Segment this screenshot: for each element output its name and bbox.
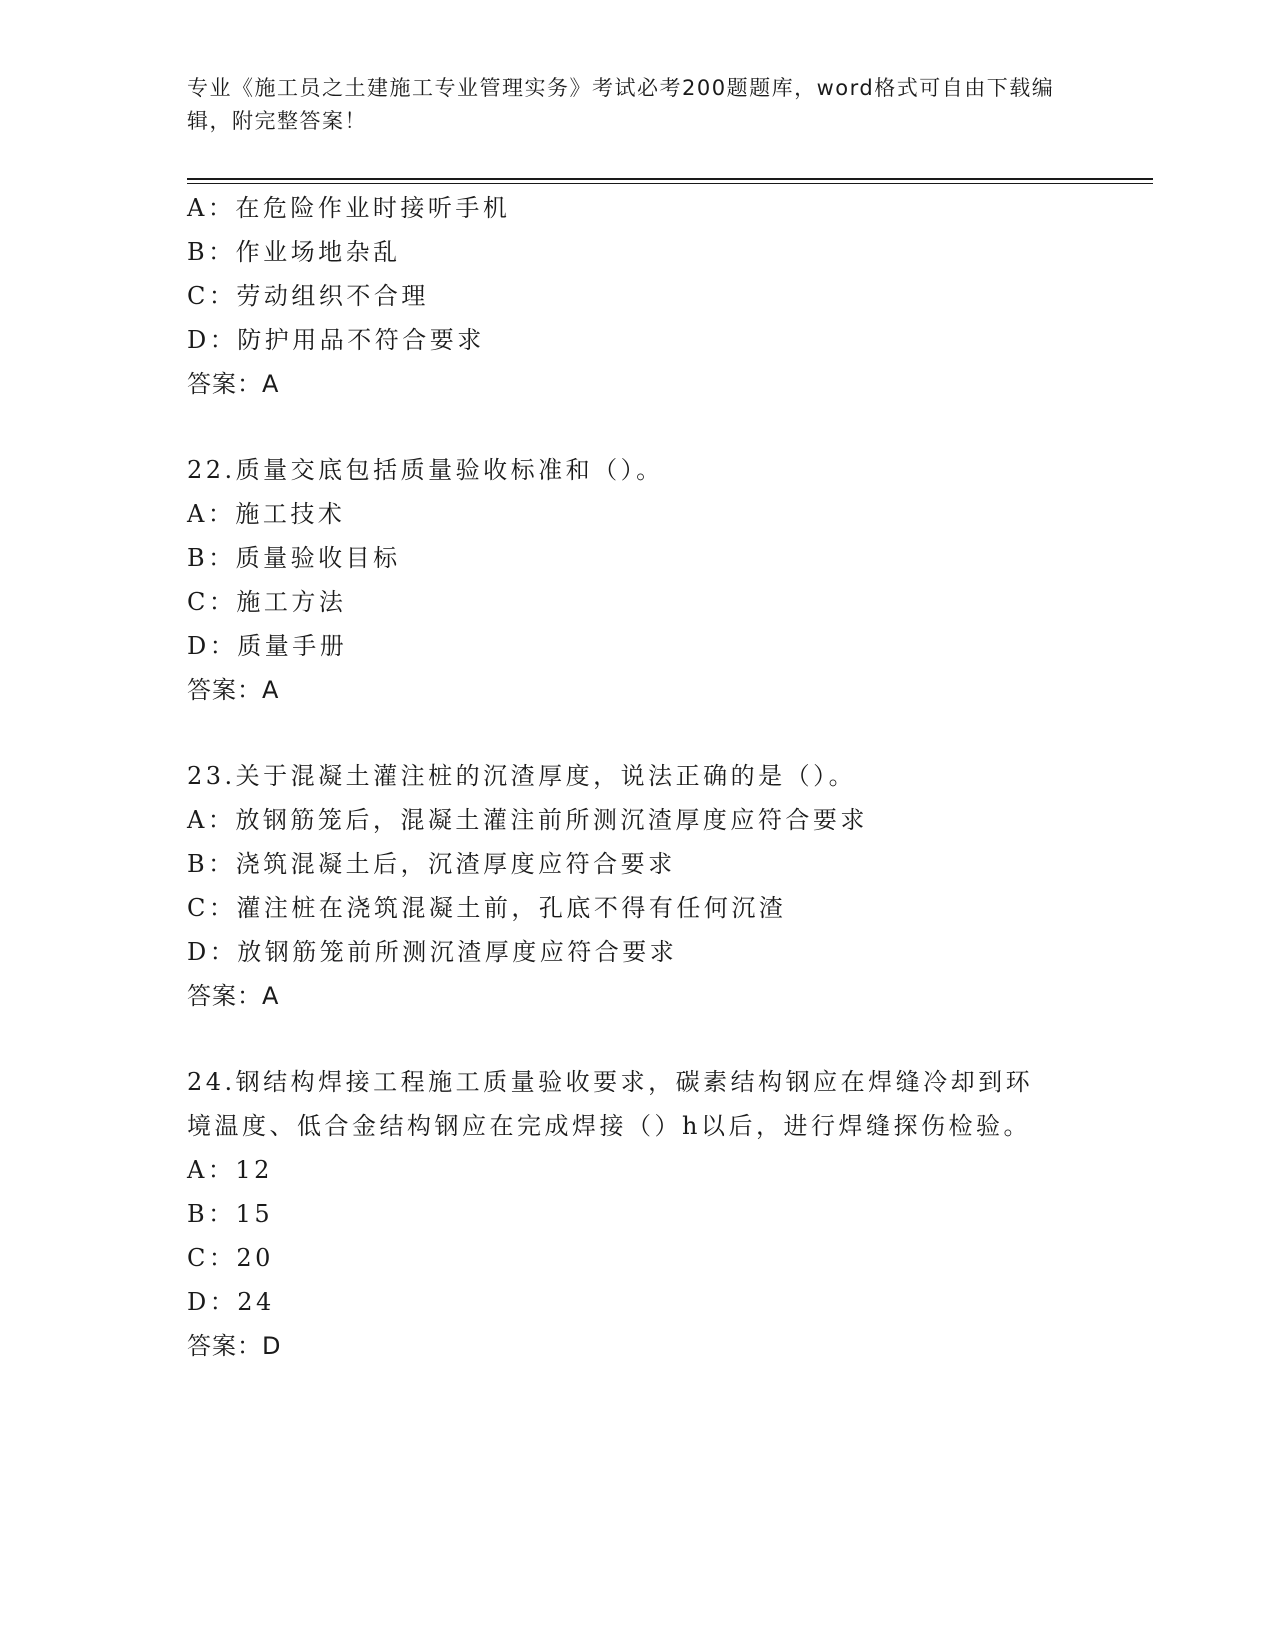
q23-option-a: A：放钢筋笼后，混凝土灌注前所测沉渣厚度应符合要求 (187, 806, 868, 834)
q21-option-d: D：防护用品不符合要求 (187, 326, 485, 354)
q21-option-c: C：劳动组织不合理 (187, 282, 429, 310)
q22-question: 22.质量交底包括质量验收标准和（）。 (187, 456, 664, 484)
q22-answer: 答案：A (187, 676, 280, 704)
q23-option-d: D：放钢筋笼前所测沉渣厚度应符合要求 (187, 938, 678, 966)
q24-option-b: B：15 (187, 1200, 274, 1228)
q22-option-a: A：施工技术 (187, 500, 346, 528)
q22-option-b: B：质量验收目标 (187, 544, 401, 572)
q21-answer: 答案：A (187, 370, 280, 398)
q24-option-c: C：20 (187, 1244, 274, 1272)
q23-question: 23.关于混凝土灌注桩的沉渣厚度，说法正确的是（）。 (187, 762, 857, 790)
q22-option-c: C：施工方法 (187, 588, 347, 616)
q23-answer: 答案：A (187, 982, 280, 1010)
q24-question-line1: 24.钢结构焊接工程施工质量验收要求，碳素结构钢应在焊缝冷却到环 (187, 1068, 1034, 1096)
q23-option-b: B：浇筑混凝土后，沉渣厚度应符合要求 (187, 850, 676, 878)
q21-option-a: A：在危险作业时接听手机 (187, 194, 511, 222)
q24-option-a: A：12 (187, 1156, 273, 1184)
document-header: 专业《施工员之土建施工专业管理实务》考试必考200题题库，word格式可自由下载编辑，附完整答案！ (187, 76, 1055, 133)
header-divider-thin (187, 183, 1153, 184)
q23-option-c: C：灌注桩在浇筑混凝土前，孔底不得有任何沉渣 (187, 894, 787, 922)
q24-option-d: D：24 (187, 1288, 275, 1316)
q24-answer: 答案：D (187, 1332, 282, 1360)
q22-option-d: D：质量手册 (187, 632, 348, 660)
header-divider-thick (187, 178, 1153, 180)
q21-option-b: B：作业场地杂乱 (187, 238, 401, 266)
q24-question-line2: 境温度、低合金结构钢应在完成焊接（）h以后，进行焊缝探伤检验。 (187, 1112, 1031, 1140)
